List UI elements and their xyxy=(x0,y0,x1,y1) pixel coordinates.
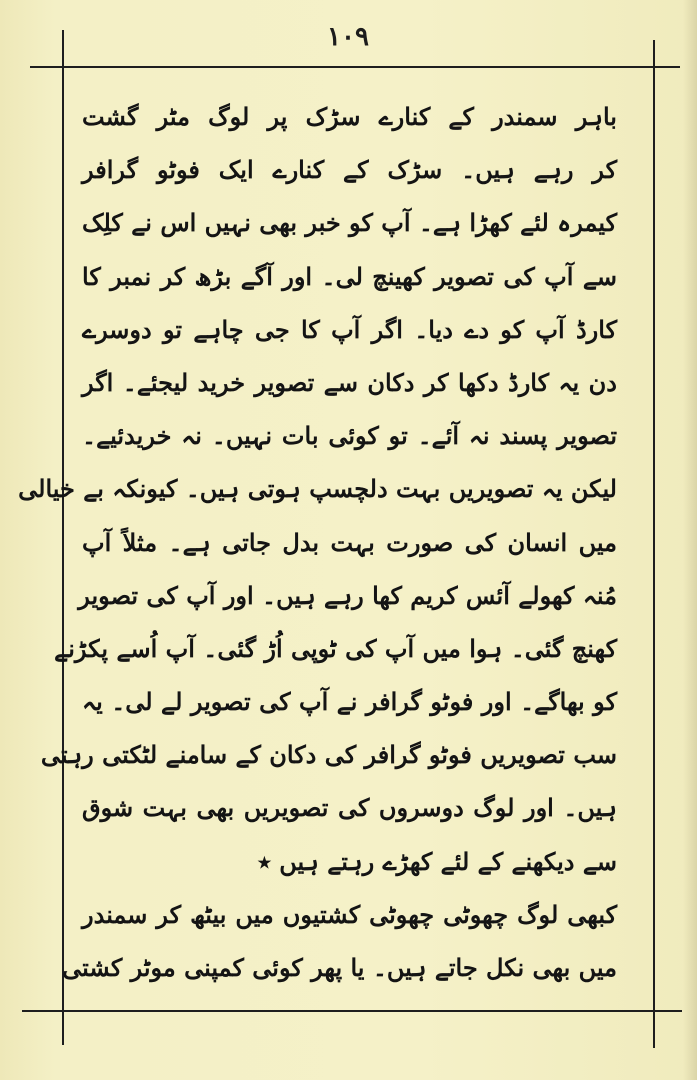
text-line-17: میں بھی نکل جاتے ہیں۔ یا پھر کوئی کمپنی موٹر کشتی xyxy=(62,953,617,982)
text-line-15: سے دیکھنے کے لئے کھڑے رہتے ہیں ٭ xyxy=(257,846,617,876)
frame-top-rule xyxy=(30,66,680,68)
text-line-7: تصویر پسند نہ آئے۔ تو کوئی بات نہیں۔ نہ خریدئیے۔ xyxy=(82,421,617,451)
text-line-5: کارڈ آپ کو دے دیا۔ اگر آپ کا جی چاہے تو دوسرے xyxy=(82,314,617,344)
text-line-10: مُنہ کھولے آئس کریم کھا رہے ہیں۔ اور آپ کی تصویر xyxy=(78,580,617,610)
text-line-9: میں انسان کی صورت بہت بدل جاتی ہے۔ مثلاً آپ xyxy=(82,527,618,557)
text-line-16: کبھی لوگ چھوٹی چھوٹی کشتیوں میں بیٹھ کر سمندر xyxy=(82,899,617,929)
text-line-13: سب تصویریں فوٹو گرافر کی دکان کے سامنے لٹکتی رہتی xyxy=(40,740,617,770)
text-line-2: کر رہے ہیں۔ سڑک کے کنارے ایک فوٹو گرافر xyxy=(82,155,617,185)
body-text xyxy=(18,90,618,994)
text-line-12: کو بھاگے۔ اور فوٹو گرافر نے آپ کی تصویر لے لی۔ یہ xyxy=(82,687,617,717)
text-line-4: سے آپ کی تصویر کھینچ لی۔ اور آگے بڑھ کر نمبر کا xyxy=(82,261,617,291)
page-number: ۱۰۹ xyxy=(327,22,369,52)
frame-bottom-rule xyxy=(22,1010,682,1012)
text-line-6: دن یہ کارڈ دکھا کر دکان سے تصویر خرید لیجئے۔ اگر xyxy=(82,367,617,397)
frame-left-rule xyxy=(62,30,64,1045)
page-edge-shadow xyxy=(683,0,697,1080)
text-line-8: لیکن یہ تصویریں بہت دلچسپ ہوتی ہیں۔ کیونکہ بے خیالی xyxy=(18,474,617,504)
text-line-14: ہیں۔ اور لوگ دوسروں کی تصویریں بھی بہت شوق xyxy=(82,793,617,823)
text-line-1: باہر سمندر کے کنارے سڑک پر لوگ مٹر گشت xyxy=(82,102,617,131)
text-line-11: کھنچ گئی۔ ہوا میں آپ کی ٹوپی اُڑ گئی۔ آپ اُسے پکڑنے xyxy=(54,633,617,663)
frame-right-rule xyxy=(653,40,655,1048)
text-line-3: کیمرہ لئے کھڑا ہے۔ آپ کو خبر بھی نہیں اس نے کلِک xyxy=(82,208,617,238)
